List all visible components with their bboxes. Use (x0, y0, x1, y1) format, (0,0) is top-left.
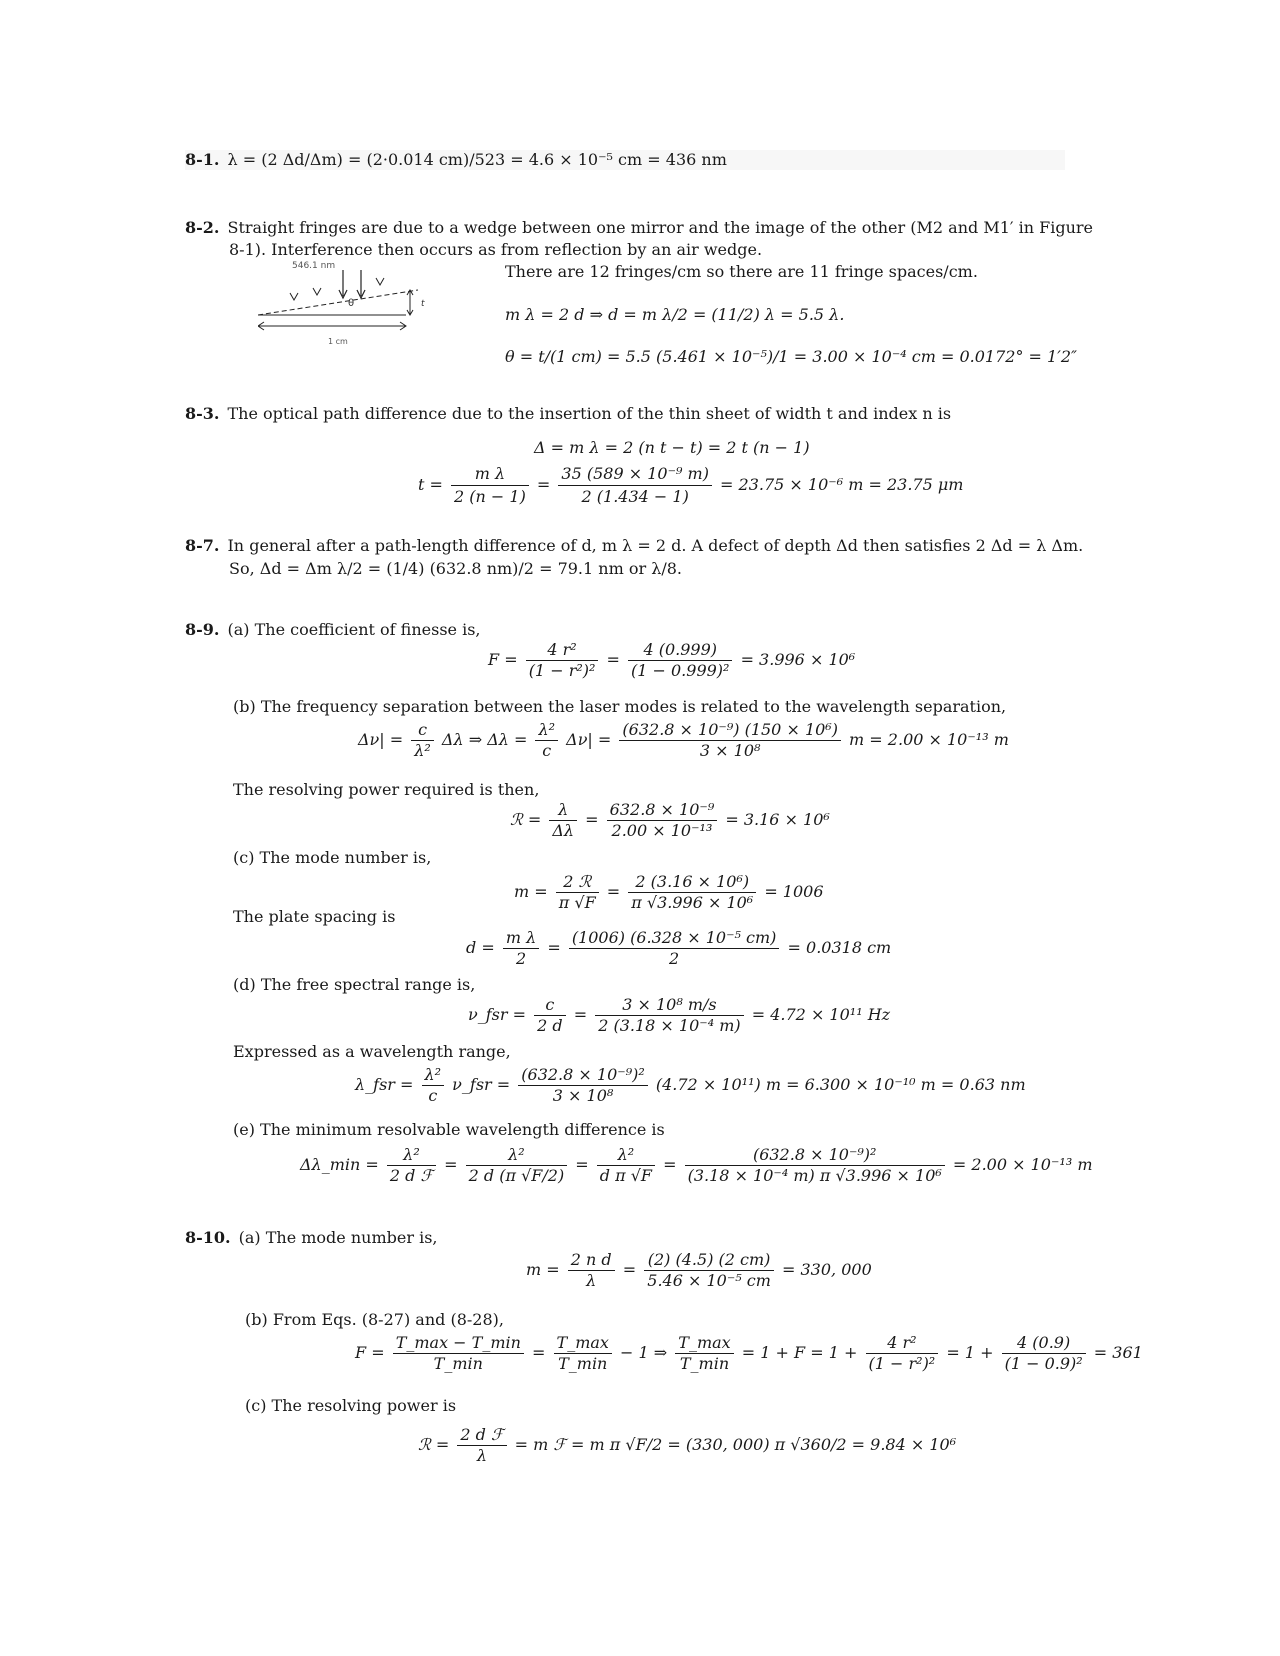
problem-8-9-d: (d) The free spectral range is, (233, 975, 476, 994)
problem-8-2-line1 (185, 218, 1093, 238)
fraction: $\frac{\text{35 (589 × 10⁻⁹ m)}}{2 (1.434 - 1)}$ (558, 463, 712, 508)
equation-finesse-10: F = $\frac{T\_\max - T\_\min}{T\_\min}$ = $\frac{T\_\max}{T\_\min}$ − 1 ⇒ $\frac{T\_\max}{T\_\min}$ = 1 + F = 1 + $\frac{\text{4 r²}}{\text{(1 − r²)²}}$ = 1 + $\frac{4 (0.9)}{\text{(1 − 0.9)²}}$ = 361 (355, 1333, 1143, 1373)
equation-mode-number: m = $\frac{\text{2 ℛ}}{\pi √F}$ = $\frac{\text{2 (3.16 × 10⁶)}}{\text{π √3.996 × 10⁶}}$ = 1006 (514, 872, 824, 912)
problem-number: 8-10. (185, 1228, 231, 1247)
thickness-label: t (421, 299, 425, 309)
equation-resolving-power: ℛ = $\frac{\lambda}{\Delta\lambda}$ = $\frac{\text{632.8 × 10⁻⁹}}{\text{2.00 × 10⁻¹³}}$ = 3.16 × 10⁶ (510, 800, 830, 840)
problem-text: In general after a path-length difference of d, m λ = 2 d. A defect of depth Δd then satisfies 2 Δd = λ Δm. (227, 536, 1084, 555)
wavelength-range-text: Expressed as a wavelength range, (233, 1042, 511, 1061)
equation-8-2-b: θ = t/(1 cm) = 5.5 (5.461 × 10⁻⁵)/1 = 3.00 × 10⁻⁴ cm = 0.0172° = 1′2″ (505, 347, 1078, 366)
problem-8-9-c: (c) The mode number is, (233, 848, 432, 867)
equation-mode-number-10: m = $\frac{\text{2 n d}}{\lambda}$ = $\frac{(2) (4.5) (2 cm)}{\text{5.46 × 10⁻⁵ cm}}$ = 330, 000 (526, 1250, 872, 1290)
equation-frequency: Δν| = $\frac{c}{\text{λ²}}$ Δλ ⇒ Δλ = $\frac{\text{λ²}}{c}$ Δν| = $\frac{\text{(632.8 × 10⁻⁹) (150 × 10⁶)}}{\text{3 × 10⁸}}$ m = 2.00 × 10⁻¹³ m (358, 720, 1009, 760)
problem-text: (a) The mode number is, (238, 1228, 438, 1247)
problem-8-10-b: (b) From Eqs. (8-27) and (8-28), (245, 1310, 504, 1329)
equation-8-2-a: m λ = 2 d ⇒ d = m λ/2 = (11/2) λ = 5.5 λ. (505, 305, 845, 324)
problem-number: 8-2. (185, 218, 220, 237)
equation-wavelength-range: λ_fsr = $\frac{\text{λ²}}{c}$ ν_fsr = $\frac{\text{(632.8 × 10⁻⁹)²}}{\text{3 × 10⁸}}$ (4.72 × 10¹¹) m = 6.300 × 10⁻¹⁰ m = 0.63 nm (355, 1065, 1026, 1105)
resolving-power-text: The resolving power required is then, (233, 780, 540, 799)
problem-8-3 (185, 404, 951, 424)
fraction: $\frac{\text{m λ}}{2 (n - 1)}$ (451, 463, 529, 508)
equation-8-3-b: t = $\frac{\text{m λ}}{2 (n - 1)}$ = $\frac{\text{35 (589 × 10⁻⁹ m)}}{2 (1.434 - 1)}$ = 23.75 × 10⁻⁶ m = 23.75 μm (418, 464, 964, 506)
fringes-statement: There are 12 fringes/cm so there are 11 fringe spaces/cm. (505, 262, 978, 281)
problem-number: 8-1. (185, 150, 220, 169)
problem-text: (a) The coefficient of finesse is, (227, 620, 481, 639)
problem-8-10-a (185, 1228, 438, 1248)
top-plate (258, 290, 418, 315)
wavelength-label: 546.1 nm (292, 261, 336, 271)
problem-number: 8-7. (185, 536, 220, 555)
equation-resolving-power-10: ℛ = $\frac{\text{2 d ℱ}}{\lambda}$ = m ℱ = m π √F/2 = (330, 000) π √360/2 = 9.84 × 10⁶ (418, 1425, 957, 1465)
problem-8-7-line1 (185, 536, 1083, 556)
plate-spacing-text: The plate spacing is (233, 907, 396, 926)
equation-plate-spacing: d = $\frac{\text{m λ}}{2}$ = $\frac{\text{(1006) (6.328 × 10⁻⁵ cm)}}{2}$ = 0.0318 cm (466, 928, 892, 968)
problem-8-10-c: (c) The resolving power is (245, 1396, 457, 1415)
reflect-mark-1 (376, 278, 384, 285)
width-label: 1 cm (328, 337, 348, 346)
reflect-mark-3 (313, 288, 321, 295)
wedge-figure (258, 258, 458, 363)
problem-8-9-b: (b) The frequency separation between the laser modes is related to the wavelength separation, (233, 697, 1007, 716)
equation-min-resolvable: Δλ_min = $\frac{\text{λ²}}{\text{2 d ℱ}}$ = $\frac{\text{λ²}}{2 d (\pi √F/2)}$ = $\frac{\text{λ²}}{\text{d π √F}}$ = $\frac{\text{(632.8 × 10⁻⁹)²}}{\text{(3.18 × 10⁻⁴ m) π √3.996 × 10⁶}}$ = 2.00 × 10⁻¹³ m (300, 1145, 1093, 1185)
problem-8-2-line2: 8-1). Interference then occurs as from reflection by an air wedge. (229, 240, 763, 259)
problem-8-9-e: (e) The minimum resolvable wavelength difference is (233, 1120, 665, 1139)
equation-free-spectral-range: ν_fsr = $\frac{c}{2 d}$ = $\frac{\text{3 × 10⁸ m/s}}{\text{2 (3.18 × 10⁻⁴ m)}}$ = 4.72 × 10¹¹ Hz (468, 995, 891, 1035)
problem-8-9-a (185, 620, 481, 640)
problem-text: Straight fringes are due to a wedge between one mirror and the image of the other (M2 and M1′ in Figure (227, 218, 1093, 237)
reflect-mark-2 (290, 293, 298, 300)
problem-8-1 (185, 150, 1065, 170)
problem-8-7-line2: So, Δd = Δm λ/2 = (1/4) (632.8 nm)/2 = 79.1 nm or λ/8. (229, 559, 682, 578)
problem-number: 8-3. (185, 404, 220, 423)
problem-text: The optical path difference due to the insertion of the thin sheet of width t and index n is (227, 404, 952, 423)
problem-number: 8-9. (185, 620, 220, 639)
equation-8-3-a: Δ = m λ = 2 (n t − t) = 2 t (n − 1) (534, 438, 810, 457)
theta-label: θ (348, 298, 355, 309)
problem-text: λ = (2 Δd/Δm) = (2·0.014 cm)/523 = 4.6 × 10⁻⁵ cm = 436 nm (227, 150, 727, 169)
equation-finesse: F = $\frac{\text{4 r²}}{\text{(1 − r²)²}}$ = $\frac{4 (0.999)}{\text{(1 − 0.999)²}}$ = 3.996 × 10⁶ (488, 640, 856, 680)
